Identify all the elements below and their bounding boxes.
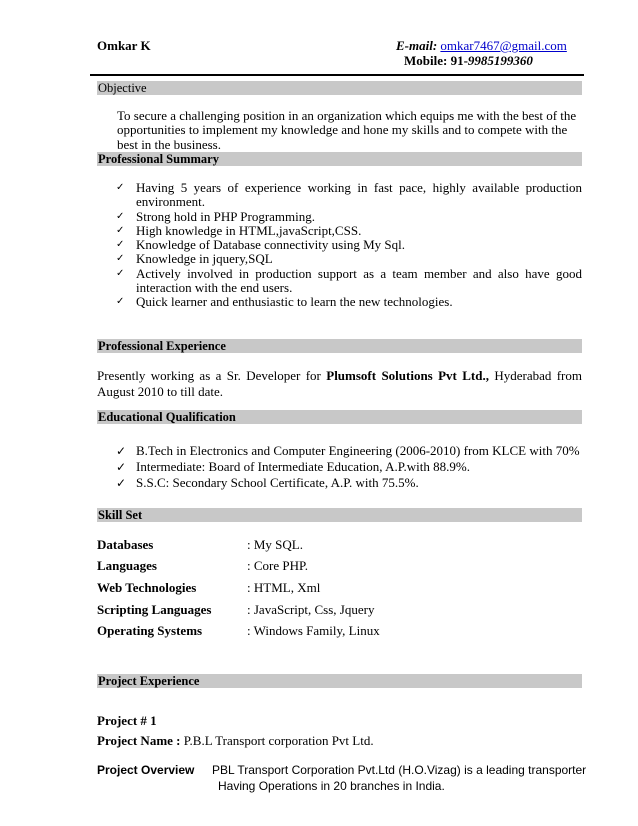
skill-value: : My SQL. bbox=[247, 537, 303, 552]
objective-heading-bar bbox=[97, 81, 582, 95]
projects-heading: Project Experience bbox=[98, 674, 200, 688]
list-item: ✓ Intermediate: Board of Intermediate Education, A.P.with 88.9%. bbox=[116, 459, 470, 474]
checkmark-icon: ✓ bbox=[116, 267, 125, 279]
list-item: ✓ Having 5 years of experience working in fast pace, highly available production environment. bbox=[116, 180, 582, 210]
company-name: Plumsoft Solutions Pvt Ltd., bbox=[326, 368, 489, 383]
list-item: ✓ Quick learner and enthusiastic to learn the new technologies. bbox=[116, 294, 453, 310]
mobile-label: Mobile: 91- bbox=[404, 53, 468, 68]
list-item: ✓ High knowledge in HTML,javaScript,CSS. bbox=[116, 222, 362, 238]
project-overview-line2: Having Operations in 20 branches in India. bbox=[218, 779, 445, 793]
skill-value: : Core PHP. bbox=[247, 558, 309, 573]
objective-text: To secure a challenging position in an organization which equips me with the best of the opportunities to implement my knowledge and hone my skills and to compete with the best in the business. bbox=[117, 108, 577, 152]
skill-label: Operating Systems bbox=[97, 623, 203, 638]
project-name-label: Project Name : bbox=[97, 733, 181, 748]
objective-heading: Objective bbox=[98, 81, 147, 95]
experience-text: Presently working as a Sr. Developer for Plumsoft Solutions Pvt Ltd., Hyderabad from August 2010 to till date. bbox=[97, 368, 583, 399]
project-overview-line1: PBL Transport Corporation Pvt.Ltd (H.O.Vizag) is a leading transporter bbox=[212, 763, 587, 777]
summary-list bbox=[116, 181, 582, 310]
education-list bbox=[116, 443, 582, 491]
list-item: ✓ Strong hold in PHP Programming. bbox=[116, 208, 316, 224]
list-item: ✓ S.S.C: Secondary School Certificate, A.P. with 75.5%. bbox=[116, 475, 419, 490]
education-heading-bar bbox=[97, 410, 582, 424]
skill-value: : JavaScript, Css, Jquery bbox=[247, 602, 375, 617]
list-item: ✓ Actively involved in production support as a team member and also have good interaction with the end users. bbox=[116, 265, 582, 296]
checkmark-icon: ✓ bbox=[116, 460, 127, 474]
experience-heading: Professional Experience bbox=[98, 339, 226, 353]
skills-heading-bar bbox=[97, 508, 582, 522]
summary-heading: Professional Summary bbox=[98, 152, 219, 166]
email-label: E-mail: bbox=[396, 38, 438, 53]
email-line bbox=[396, 38, 567, 54]
summary-heading-bar bbox=[97, 152, 582, 166]
checkmark-icon: ✓ bbox=[116, 239, 125, 251]
checkmark-icon: ✓ bbox=[116, 224, 125, 236]
skill-label: Scripting Languages bbox=[97, 602, 212, 617]
header-divider bbox=[90, 74, 584, 76]
project-number: Project # 1 bbox=[97, 713, 157, 728]
experience-heading-bar bbox=[97, 339, 582, 353]
skills-heading: Skill Set bbox=[98, 508, 143, 522]
skill-label: Languages bbox=[97, 558, 157, 573]
education-heading: Educational Qualification bbox=[98, 410, 236, 424]
project-name-line bbox=[97, 733, 374, 749]
projects-heading-bar bbox=[97, 674, 582, 688]
list-item: ✓ Knowledge in jquery,SQL bbox=[116, 251, 273, 267]
checkmark-icon: ✓ bbox=[116, 444, 127, 458]
checkmark-icon: ✓ bbox=[116, 253, 125, 265]
checkmark-icon: ✓ bbox=[116, 476, 127, 490]
mobile-line bbox=[404, 53, 533, 69]
project-overview-label: Project Overview bbox=[97, 763, 195, 777]
list-item: ✓ B.Tech in Electronics and Computer Engineering (2006-2010) from KLCE with 70% bbox=[116, 443, 580, 458]
list-item: ✓ Knowledge of Database connectivity using My Sql. bbox=[116, 237, 405, 253]
skill-label: Web Technologies bbox=[97, 580, 197, 595]
candidate-name: Omkar K bbox=[97, 38, 151, 53]
checkmark-icon: ✓ bbox=[116, 210, 125, 222]
project-name-value: P.B.L Transport corporation Pvt Ltd. bbox=[183, 733, 374, 748]
email-link[interactable]: omkar7467@gmail.com bbox=[440, 38, 567, 53]
skill-label: Databases bbox=[97, 537, 154, 552]
checkmark-icon: ✓ bbox=[116, 296, 125, 308]
skill-value: : HTML, Xml bbox=[247, 580, 321, 595]
checkmark-icon: ✓ bbox=[116, 182, 125, 193]
mobile-number: 9985199360 bbox=[467, 53, 533, 68]
skill-value: : Windows Family, Linux bbox=[247, 623, 380, 638]
